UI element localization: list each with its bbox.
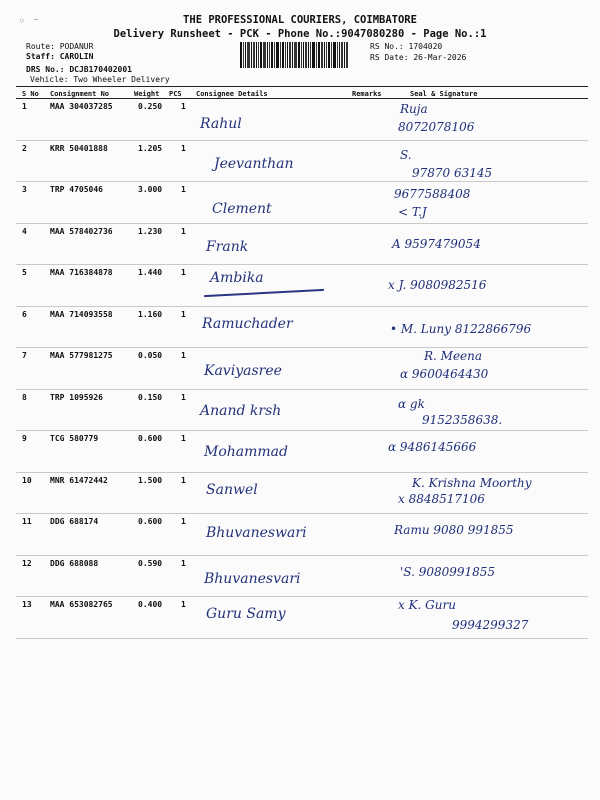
row-pcs: 1 [181,226,186,236]
consignee-handwriting: Bhuvaneswari [206,525,307,541]
runsheet-subtitle: Delivery Runsheet - PCK - Phone No.:9047080280 - Page No.:1 [113,28,487,40]
row-sno: 5 [22,268,27,277]
row-consignment: DDG 688174 [50,517,99,526]
signature-line-2: 8072078106 [398,120,475,134]
row-divider [16,430,588,431]
row-pcs: 1 [181,517,186,526]
row-pcs: 1 [181,309,186,319]
row-weight: 0.400 [138,600,163,609]
row-weight: 1.160 [138,309,163,319]
barcode [240,42,365,68]
signature-line-2: < T.J [398,205,427,219]
rs-number: RS No.: 1704020 [370,42,443,51]
signature-line-1: S. [400,147,412,162]
col-header-weight: Weight [134,90,160,98]
row-divider [16,223,588,224]
row-divider [16,389,588,390]
row-divider [16,472,588,473]
row-divider [16,264,588,265]
row-pcs: 1 [181,392,186,402]
row-pcs: 1 [181,185,186,194]
signature-line-2: x 8848517106 [398,491,485,506]
row-consignment: MNR 61472442 [50,475,108,485]
row-sno: 4 [22,226,27,236]
staff-label: Staff: CAROLIN [26,52,94,61]
row-consignment: KRR 50401888 [50,143,108,153]
signature-line-1: 'S. 9080991855 [400,564,496,579]
signature-line-2: 97870 63145 [412,165,493,180]
row-consignment: TCG 580779 [50,434,99,443]
route-label: Route: PODANUR [26,42,94,51]
signature-line-2: 9994299327 [452,618,529,632]
signature-line-1: Ruja [400,102,428,116]
row-divider [16,555,588,556]
signature-line-1: α gk [398,396,425,411]
row-divider [16,140,588,141]
signature-line-1: • M. Luny 8122866796 [390,321,532,336]
row-consignment: DDG 688088 [50,558,99,568]
vehicle-label: Vehicle: Two Wheeler Delivery [30,75,170,84]
row-pcs: 1 [181,600,186,609]
corner-mark: ◦ ⁻ [18,14,40,28]
row-sno: 3 [22,185,27,194]
signature-line-1: x J. 9080982516 [388,278,487,292]
consignee-handwriting: Rahul [200,116,242,132]
signature-line-1: 9677588408 [394,187,471,201]
row-consignment: TRP 4705046 [50,185,103,194]
row-pcs: 1 [181,102,186,111]
row-sno: 8 [22,392,27,402]
col-header-consignment: Consignment No [50,90,110,98]
row-weight: 1.230 [138,226,163,236]
signature-line-1: x K. Guru [398,598,456,612]
row-pcs: 1 [181,268,186,277]
consignee-handwriting: Clement [212,201,272,217]
col-header-remarks: Remarks [352,90,382,98]
row-weight: 0.600 [138,434,163,443]
row-pcs: 1 [181,475,186,485]
consignee-handwriting: Kaviyasree [204,363,282,379]
signature-line-1: α 9486145666 [388,440,477,454]
row-weight: 1.440 [138,268,163,277]
consignee-handwriting: Jeevanthan [214,155,294,172]
consignee-handwriting: Frank [206,238,249,255]
row-sno: 1 [22,102,27,111]
consignee-handwriting: Guru Samy [206,606,286,622]
table-top-rule [16,86,588,87]
row-consignment: MAA 304037285 [50,102,113,111]
col-header-pcs: PCS [169,90,182,98]
row-consignment: MAA 653082765 [50,600,113,609]
row-divider [16,181,588,182]
row-sno: 2 [22,143,27,153]
signature-line-2: α 9600464430 [400,367,489,381]
row-pcs: 1 [181,143,186,153]
row-sno: 9 [22,434,27,443]
signature-line-1: R. Meena [424,349,483,363]
signature-line-1: A 9597479054 [392,236,481,251]
consignee-handwriting: Anand krsh [200,402,282,419]
row-sno: 12 [22,558,32,568]
row-weight: 0.150 [138,392,163,402]
row-weight: 1.205 [138,143,163,153]
row-weight: 3.000 [138,185,163,194]
row-consignment: MAA 577981275 [50,351,113,360]
signature-line-1: Ramu 9080 991855 [394,523,514,537]
col-header-consignee: Consignee Details [196,90,268,98]
row-weight: 0.590 [138,558,163,568]
row-consignment: MAA 578402736 [50,226,113,236]
consignee-handwriting: Ambika [210,270,264,286]
row-pcs: 1 [181,434,186,443]
row-weight: 0.050 [138,351,163,360]
row-sno: 10 [22,475,32,485]
consignee-handwriting: Mohammad [204,444,288,460]
row-divider [16,596,588,597]
row-consignment: TRP 1095926 [50,392,103,402]
company-title: THE PROFESSIONAL COURIERS, COIMBATORE [183,14,417,26]
row-pcs: 1 [181,351,186,360]
row-sno: 7 [22,351,27,360]
row-sno: 13 [22,600,32,609]
signature-line-2: 9152358638. [422,412,503,427]
table-header-rule [16,98,588,99]
row-consignment: MAA 716384878 [50,268,113,277]
row-divider [16,513,588,514]
strikethrough-scribble [204,289,324,297]
row-sno: 11 [22,517,32,526]
row-divider [16,306,588,307]
consignee-handwriting: Sanwel [206,481,258,498]
row-sno: 6 [22,309,27,319]
row-weight: 0.250 [138,102,163,111]
row-consignment: MAA 714093558 [50,309,113,319]
signature-line-1: K. Krishna Moorthy [412,475,532,490]
row-divider [16,347,588,348]
col-header-sno: S No [22,90,39,98]
row-pcs: 1 [181,558,186,568]
rs-date: RS Date: 26-Mar-2026 [370,53,467,62]
drs-number: DRS No.: DCJB170402001 [26,65,132,74]
col-header-seal: Seal & Signature [410,90,478,98]
row-weight: 0.600 [138,517,163,526]
consignee-handwriting: Ramuchader [202,315,293,332]
row-weight: 1.500 [138,475,163,485]
consignee-handwriting: Bhuvanesvari [204,570,301,587]
row-divider [16,638,588,639]
